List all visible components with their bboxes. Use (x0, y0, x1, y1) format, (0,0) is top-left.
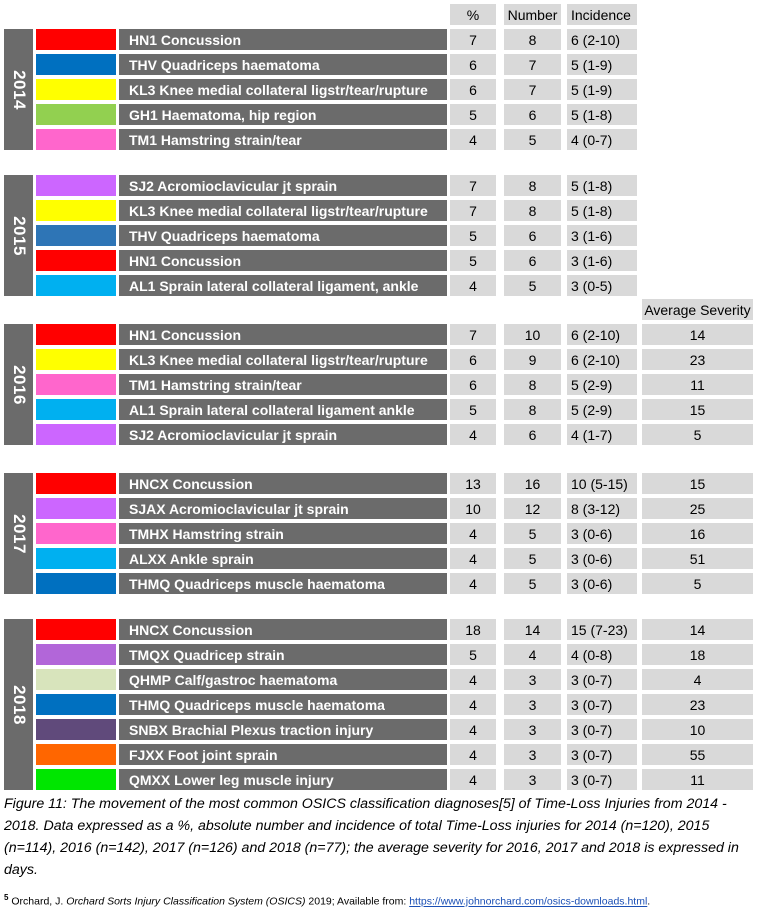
number-cell: 5 (504, 548, 561, 569)
incidence-cell: 6 (2-10) (567, 349, 637, 370)
footnote-title: Orchard Sorts Injury Classification System (OSICS) (66, 895, 306, 908)
incidence-cell: 3 (1-6) (567, 250, 637, 271)
incidence-cell: 5 (2-9) (567, 399, 637, 420)
diagnosis-label: SJ2 Acromioclavicular jt sprain (119, 175, 447, 196)
diagnosis-label: FJXX Foot joint sprain (119, 744, 447, 765)
color-swatch (36, 744, 116, 765)
number-cell: 12 (504, 498, 561, 519)
incidence-cell: 3 (0-7) (567, 744, 637, 765)
figure-caption: Figure 11: The movement of the most common OSICS classification diagnoses[5] of Time-Loss Injuries from 2014 - 2018. Data expressed as a %, absolute number and incidence of total Time-Loss injuries for 2014 (n=120), 2015 (n=114), 2016 (n=142), 2017 (n=126) and 2018 (n=77); the average severity for 2016, 2017 and 2018 is expressed in days. (4, 796, 739, 878)
number-cell: 4 (504, 644, 561, 665)
incidence-cell: 10 (5-15) (567, 473, 637, 494)
footnote-rest: 2019; Available from: (308, 895, 407, 908)
color-swatch (36, 79, 116, 100)
header-num: Number (504, 4, 561, 25)
color-swatch (36, 54, 116, 75)
number-cell: 5 (504, 275, 561, 296)
number-cell: 8 (504, 374, 561, 395)
incidence-cell: 4 (1-7) (567, 424, 637, 445)
diagnosis-label: SJ2 Acromioclavicular jt sprain (119, 424, 447, 445)
incidence-cell: 5 (1-8) (567, 104, 637, 125)
year-text: 2015 (9, 215, 29, 256)
color-swatch (36, 129, 116, 150)
incidence-cell: 5 (1-9) (567, 79, 637, 100)
percent-cell: 4 (450, 694, 496, 715)
severity-cell: 14 (642, 619, 753, 640)
diagnosis-label: ALXX Ankle sprain (119, 548, 447, 569)
color-swatch (36, 644, 116, 665)
footnote-author: Orchard, J. (11, 895, 64, 908)
year-label (4, 473, 33, 594)
diagnosis-label: TMQX Quadricep strain (119, 644, 447, 665)
incidence-cell: 3 (1-6) (567, 225, 637, 246)
incidence-cell: 5 (2-9) (567, 374, 637, 395)
number-cell: 7 (504, 54, 561, 75)
percent-cell: 7 (450, 324, 496, 345)
incidence-cell: 5 (1-8) (567, 200, 637, 221)
incidence-cell: 3 (0-6) (567, 523, 637, 544)
number-cell: 8 (504, 175, 561, 196)
number-cell: 14 (504, 619, 561, 640)
severity-cell: 15 (642, 473, 753, 494)
percent-cell: 4 (450, 424, 496, 445)
header-inc: Incidence (567, 4, 637, 25)
percent-cell: 6 (450, 349, 496, 370)
diagnosis-label: HN1 Concussion (119, 324, 447, 345)
number-cell: 8 (504, 399, 561, 420)
diagnosis-label: HN1 Concussion (119, 29, 447, 50)
color-swatch (36, 694, 116, 715)
number-cell: 5 (504, 573, 561, 594)
color-swatch (36, 250, 116, 271)
severity-cell: 55 (642, 744, 753, 765)
number-cell: 6 (504, 424, 561, 445)
color-swatch (36, 424, 116, 445)
percent-cell: 6 (450, 54, 496, 75)
diagnosis-label: QMXX Lower leg muscle injury (119, 769, 447, 790)
diagnosis-label: THMQ Quadriceps muscle haematoma (119, 694, 447, 715)
diagnosis-label: KL3 Knee medial collateral ligstr/tear/rupture (119, 79, 447, 100)
color-swatch (36, 349, 116, 370)
severity-cell: 51 (642, 548, 753, 569)
color-swatch (36, 719, 116, 740)
diagnosis-label: THV Quadriceps haematoma (119, 225, 447, 246)
color-swatch (36, 324, 116, 345)
incidence-cell: 6 (2-10) (567, 324, 637, 345)
percent-cell: 10 (450, 498, 496, 519)
number-cell: 6 (504, 225, 561, 246)
number-cell: 6 (504, 250, 561, 271)
color-swatch (36, 225, 116, 246)
number-cell: 5 (504, 129, 561, 150)
number-cell: 8 (504, 200, 561, 221)
year-text: 2014 (9, 69, 29, 110)
diagnosis-label: HNCX Concussion (119, 619, 447, 640)
incidence-cell: 3 (0-5) (567, 275, 637, 296)
diagnosis-label: AL1 Sprain lateral collateral ligament, ankle (119, 275, 447, 296)
footnote-link[interactable]: https://www.johnorchard.com/osics-downloads.html (409, 895, 648, 908)
percent-cell: 5 (450, 644, 496, 665)
diagnosis-label: AL1 Sprain lateral collateral ligament ankle (119, 399, 447, 420)
diagnosis-label: THMQ Quadriceps muscle haematoma (119, 573, 447, 594)
diagnosis-label: TM1 Hamstring strain/tear (119, 129, 447, 150)
number-cell: 3 (504, 669, 561, 690)
incidence-cell: 3 (0-7) (567, 719, 637, 740)
color-swatch (36, 498, 116, 519)
number-cell: 6 (504, 104, 561, 125)
color-swatch (36, 399, 116, 420)
percent-cell: 4 (450, 275, 496, 296)
severity-cell: 15 (642, 399, 753, 420)
diagnosis-label: QHMP Calf/gastroc haematoma (119, 669, 447, 690)
percent-cell: 18 (450, 619, 496, 640)
severity-cell: 23 (642, 349, 753, 370)
incidence-cell: 3 (0-7) (567, 669, 637, 690)
footnote (4, 893, 753, 908)
header-sev: Average Severity (642, 299, 753, 320)
severity-cell: 4 (642, 669, 753, 690)
severity-cell: 14 (642, 324, 753, 345)
color-swatch (36, 104, 116, 125)
number-cell: 3 (504, 719, 561, 740)
diagnosis-label: TM1 Hamstring strain/tear (119, 374, 447, 395)
color-swatch (36, 175, 116, 196)
number-cell: 5 (504, 523, 561, 544)
severity-cell: 5 (642, 573, 753, 594)
diagnosis-label: KL3 Knee medial collateral ligstr/tear/rupture (119, 349, 447, 370)
percent-cell: 5 (450, 399, 496, 420)
percent-cell: 4 (450, 744, 496, 765)
diagnosis-label: SNBX Brachial Plexus traction injury (119, 719, 447, 740)
incidence-cell: 4 (0-8) (567, 644, 637, 665)
incidence-cell: 3 (0-7) (567, 769, 637, 790)
year-label (4, 29, 33, 150)
number-cell: 10 (504, 324, 561, 345)
percent-cell: 5 (450, 104, 496, 125)
color-swatch (36, 473, 116, 494)
color-swatch (36, 669, 116, 690)
percent-cell: 7 (450, 29, 496, 50)
number-cell: 16 (504, 473, 561, 494)
number-cell: 7 (504, 79, 561, 100)
incidence-cell: 3 (0-6) (567, 548, 637, 569)
percent-cell: 7 (450, 175, 496, 196)
year-text: 2018 (9, 684, 29, 725)
number-cell: 3 (504, 694, 561, 715)
incidence-cell: 4 (0-7) (567, 129, 637, 150)
diagnosis-label: HN1 Concussion (119, 250, 447, 271)
percent-cell: 4 (450, 548, 496, 569)
number-cell: 9 (504, 349, 561, 370)
number-cell: 3 (504, 769, 561, 790)
incidence-cell: 15 (7-23) (567, 619, 637, 640)
percent-cell: 4 (450, 769, 496, 790)
percent-cell: 5 (450, 250, 496, 271)
diagnosis-label: SJAX Acromioclavicular jt sprain (119, 498, 447, 519)
severity-cell: 10 (642, 719, 753, 740)
percent-cell: 5 (450, 225, 496, 246)
color-swatch (36, 548, 116, 569)
footnote-end: . (647, 895, 651, 908)
color-swatch (36, 200, 116, 221)
diagnosis-label: THV Quadriceps haematoma (119, 54, 447, 75)
diagnosis-label: GH1 Haematoma, hip region (119, 104, 447, 125)
percent-cell: 4 (450, 669, 496, 690)
percent-cell: 6 (450, 374, 496, 395)
severity-cell: 16 (642, 523, 753, 544)
percent-cell: 13 (450, 473, 496, 494)
severity-cell: 23 (642, 694, 753, 715)
percent-cell: 7 (450, 200, 496, 221)
incidence-cell: 5 (1-9) (567, 54, 637, 75)
color-swatch (36, 769, 116, 790)
year-label (4, 324, 33, 445)
percent-cell: 6 (450, 79, 496, 100)
footnote-mark: 5 (4, 893, 9, 902)
color-swatch (36, 374, 116, 395)
percent-cell: 4 (450, 129, 496, 150)
number-cell: 3 (504, 744, 561, 765)
diagnosis-label: KL3 Knee medial collateral ligstr/tear/rupture (119, 200, 447, 221)
year-label (4, 175, 33, 296)
color-swatch (36, 275, 116, 296)
severity-cell: 18 (642, 644, 753, 665)
severity-cell: 25 (642, 498, 753, 519)
percent-cell: 4 (450, 523, 496, 544)
diagnosis-label: TMHX Hamstring strain (119, 523, 447, 544)
number-cell: 8 (504, 29, 561, 50)
severity-cell: 5 (642, 424, 753, 445)
header-pct: % (450, 4, 496, 25)
diagnosis-label: HNCX Concussion (119, 473, 447, 494)
severity-cell: 11 (642, 769, 753, 790)
percent-cell: 4 (450, 719, 496, 740)
severity-cell: 11 (642, 374, 753, 395)
color-swatch (36, 523, 116, 544)
incidence-cell: 3 (0-6) (567, 573, 637, 594)
incidence-cell: 5 (1-8) (567, 175, 637, 196)
incidence-cell: 8 (3-12) (567, 498, 637, 519)
year-text: 2016 (9, 364, 29, 405)
incidence-cell: 3 (0-7) (567, 694, 637, 715)
percent-cell: 4 (450, 573, 496, 594)
color-swatch (36, 573, 116, 594)
color-swatch (36, 619, 116, 640)
incidence-cell: 6 (2-10) (567, 29, 637, 50)
year-label (4, 619, 33, 790)
color-swatch (36, 29, 116, 50)
year-text: 2017 (9, 513, 29, 554)
